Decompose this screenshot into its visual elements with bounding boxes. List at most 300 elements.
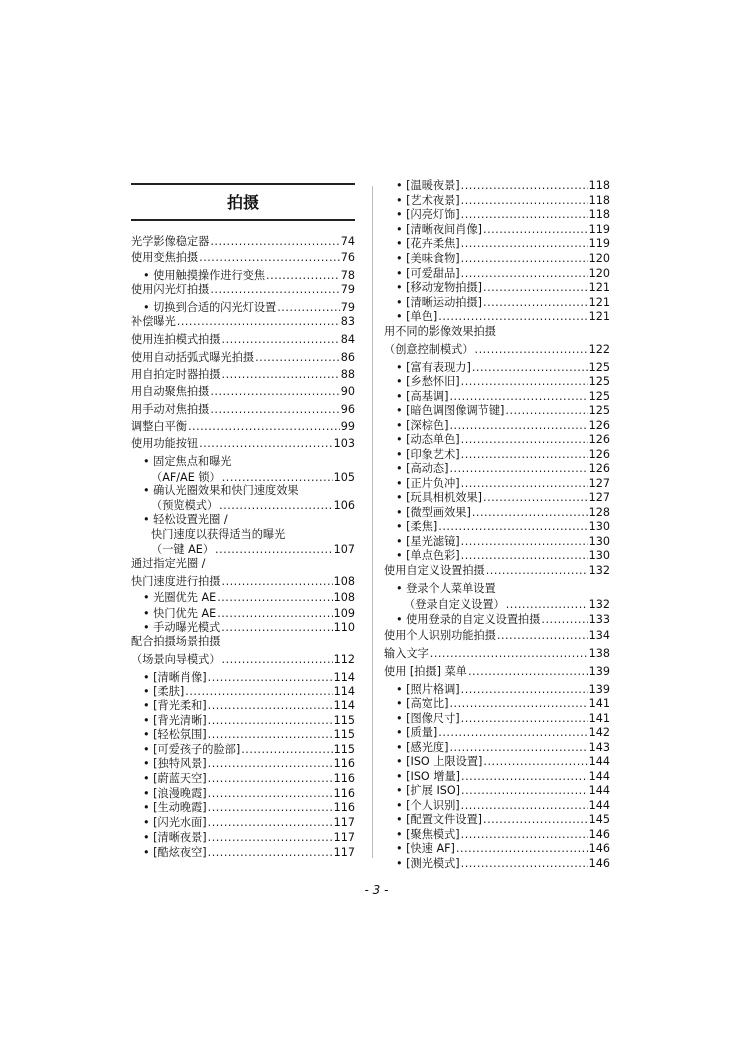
toc-entry-label: 快门速度进行拍摄 xyxy=(131,575,221,588)
toc-leader-dots xyxy=(210,402,339,417)
toc-leader-dots xyxy=(472,505,588,520)
toc-entry-page: 117 xyxy=(333,846,355,859)
toc-entry[interactable] xyxy=(151,542,355,557)
toc-entry-page: 108 xyxy=(333,591,355,604)
toc-entry-label: • [暗色调图像调节键] xyxy=(396,404,505,417)
toc-entry[interactable] xyxy=(396,612,610,627)
toc-entry-label: • [可爱甜品] xyxy=(396,267,460,280)
toc-entry[interactable] xyxy=(131,250,355,265)
header-rule-bottom xyxy=(131,219,355,221)
toc-entry-page: 118 xyxy=(588,194,610,207)
toc-entry-label: （登录自定义设置） xyxy=(404,598,505,611)
toc-entry-page: 103 xyxy=(333,437,355,450)
toc-entry[interactable] xyxy=(404,597,610,612)
toc-entry[interactable] xyxy=(396,783,610,798)
toc-entry[interactable] xyxy=(396,740,610,755)
toc-entry-label: 使用连拍模式拍摄 xyxy=(131,333,221,346)
toc-entry[interactable] xyxy=(384,563,610,578)
toc-entry-page: 121 xyxy=(588,310,610,323)
toc-heading-line: • 登录个人菜单设置 xyxy=(396,582,496,595)
toc-leader-dots xyxy=(210,384,339,399)
toc-entry-label: • 光圈优先 AE xyxy=(143,591,217,604)
toc-entry-label: • [动态单色] xyxy=(396,433,460,446)
toc-entry[interactable] xyxy=(143,815,355,830)
toc-entry[interactable] xyxy=(396,725,610,740)
toc-entry-page: 128 xyxy=(588,506,610,519)
toc-entry[interactable] xyxy=(396,519,610,534)
column-divider xyxy=(372,186,373,858)
toc-entry-page: 122 xyxy=(588,343,610,356)
toc-entry-label: 使用个人识别功能拍摄 xyxy=(384,629,496,642)
toc-leader-dots xyxy=(461,251,588,266)
toc-entry[interactable] xyxy=(384,342,610,357)
toc-entry-page: 76 xyxy=(340,251,355,264)
toc-entry-label: （AF/AE 锁） xyxy=(151,471,221,484)
toc-entry-label: • [可爱孩子的脸部] xyxy=(143,743,241,756)
toc-entry-page: 116 xyxy=(333,787,355,800)
toc-leader-dots xyxy=(461,374,588,389)
toc-leader-dots xyxy=(461,682,588,697)
toc-leader-dots xyxy=(222,652,333,667)
toc-entry-label: • [单色] xyxy=(396,310,438,323)
toc-entry-page: 125 xyxy=(588,404,610,417)
toc-leader-dots xyxy=(461,266,588,281)
toc-entry[interactable] xyxy=(143,713,355,728)
toc-entry-label: • [浪漫晚霞] xyxy=(143,787,207,800)
toc-entry-page: 114 xyxy=(333,685,355,698)
toc-entry-page: 86 xyxy=(340,351,355,364)
toc-leader-dots xyxy=(208,815,333,830)
toc-entry-page: 144 xyxy=(588,770,610,783)
toc-entry-label: • [清晰肖像] xyxy=(143,671,207,684)
toc-entry-label: • [高动态] xyxy=(396,462,449,475)
toc-leader-dots xyxy=(222,332,340,347)
toc-entry-page: 74 xyxy=(340,235,355,248)
toc-entry-label: • 切换到合适的闪光灯设置 xyxy=(143,301,277,314)
toc-entry[interactable] xyxy=(131,350,355,365)
toc-entry-label: 使用变焦拍摄 xyxy=(131,251,199,264)
toc-leader-dots xyxy=(461,769,588,784)
toc-leader-dots xyxy=(449,389,587,404)
toc-entry[interactable] xyxy=(143,800,355,815)
toc-leader-dots xyxy=(461,432,588,447)
toc-entry-page: 115 xyxy=(333,743,355,756)
toc-entry-label: • [质量] xyxy=(396,726,438,739)
toc-entry-page: 144 xyxy=(588,755,610,768)
toc-leader-dots xyxy=(266,268,340,283)
toc-entry[interactable] xyxy=(396,769,610,784)
section-title: 拍摄 xyxy=(226,193,259,212)
toc-entry-page: 118 xyxy=(588,208,610,221)
toc-leader-dots xyxy=(461,178,588,193)
toc-entry[interactable] xyxy=(396,266,610,281)
toc-leader-dots xyxy=(497,628,588,643)
toc-entry-label: • [高宽比] xyxy=(396,697,449,710)
toc-entry-label: • [背光清晰] xyxy=(143,714,207,727)
toc-entry[interactable] xyxy=(396,251,610,266)
toc-heading-line: • 确认光圈效果和快门速度效果 xyxy=(143,484,299,497)
toc-entry[interactable] xyxy=(143,684,355,699)
toc-leader-dots xyxy=(541,612,587,627)
toc-entry-label: 使用 [拍摄] 菜单 xyxy=(384,665,467,678)
toc-leader-dots xyxy=(208,800,333,815)
toc-entry-page: 114 xyxy=(333,671,355,684)
toc-leader-dots xyxy=(210,282,339,297)
toc-entry-page: 115 xyxy=(333,714,355,727)
toc-entry[interactable] xyxy=(131,574,355,589)
toc-entry[interactable] xyxy=(143,742,355,757)
toc-entry-label: • [美味食物] xyxy=(396,252,460,265)
toc-leader-dots xyxy=(221,620,332,635)
toc-leader-dots xyxy=(438,519,587,534)
toc-entry[interactable] xyxy=(396,841,610,856)
toc-entry[interactable] xyxy=(384,646,610,661)
toc-entry[interactable] xyxy=(396,682,610,697)
toc-entry-label: • [柔焦] xyxy=(396,520,438,533)
toc-entry-label: 调整白平衡 xyxy=(131,420,187,433)
toc-leader-dots xyxy=(461,827,588,842)
toc-leader-dots xyxy=(208,698,333,713)
toc-entry-label: • [乡愁怀旧] xyxy=(396,375,460,388)
toc-entry-page: 79 xyxy=(340,283,355,296)
toc-entry-page: 143 xyxy=(588,741,610,754)
toc-leader-dots xyxy=(461,207,588,222)
toc-entry-label: 用手动对焦拍摄 xyxy=(131,403,210,416)
toc-entry-label: • [快速 AF] xyxy=(396,842,455,855)
toc-leader-dots xyxy=(217,590,332,605)
toc-leader-dots xyxy=(177,314,340,329)
toc-entry-page: 108 xyxy=(333,575,355,588)
toc-leader-dots xyxy=(461,447,588,462)
toc-entry[interactable] xyxy=(396,178,610,193)
toc-entry[interactable] xyxy=(396,207,610,222)
toc-entry-page: 126 xyxy=(588,448,610,461)
toc-entry-label: • 手动曝光模式 xyxy=(143,621,221,634)
toc-entry-label: 补偿曝光 xyxy=(131,315,176,328)
toc-entry-label: • [图像尺寸] xyxy=(396,712,460,725)
toc-leader-dots xyxy=(208,756,333,771)
toc-entry-label: • [柔肤] xyxy=(143,685,185,698)
toc-entry[interactable] xyxy=(396,295,610,310)
toc-entry-label: • [单点色彩] xyxy=(396,549,460,562)
toc-leader-dots xyxy=(483,812,588,827)
toc-leader-dots xyxy=(486,563,588,578)
toc-entry-label: （预览模式） xyxy=(151,499,219,512)
toc-entry[interactable] xyxy=(396,418,610,433)
toc-entry[interactable] xyxy=(396,856,610,871)
toc-entry[interactable] xyxy=(396,548,610,563)
toc-entry-label: • [花卉柔焦] xyxy=(396,237,460,250)
toc-entry[interactable] xyxy=(131,332,355,347)
toc-leader-dots xyxy=(208,771,333,786)
toc-entry-page: 121 xyxy=(588,281,610,294)
toc-entry[interactable] xyxy=(396,711,610,726)
toc-entry[interactable] xyxy=(396,432,610,447)
toc-entry-label: • [生动晚霞] xyxy=(143,801,207,814)
toc-leader-dots xyxy=(461,856,588,871)
toc-leader-dots xyxy=(456,841,588,856)
toc-entry[interactable] xyxy=(396,754,610,769)
toc-entry-page: 126 xyxy=(588,462,610,475)
toc-entry[interactable] xyxy=(143,268,355,283)
toc-entry-page: 130 xyxy=(588,520,610,533)
toc-entry-label: • [个人识别] xyxy=(396,799,460,812)
toc-entry[interactable] xyxy=(131,384,355,399)
toc-entry-page: 146 xyxy=(588,842,610,855)
toc-entry-label: • [艺术夜景] xyxy=(396,194,460,207)
toc-entry-label: （场景向导模式） xyxy=(131,653,221,666)
toc-entry[interactable] xyxy=(143,300,355,315)
toc-entry-page: 120 xyxy=(588,267,610,280)
toc-entry[interactable] xyxy=(143,756,355,771)
toc-entry[interactable] xyxy=(151,498,355,513)
toc-entry[interactable] xyxy=(396,827,610,842)
toc-entry-label: • [富有表现力] xyxy=(396,361,471,374)
toc-entry-page: 127 xyxy=(588,491,610,504)
toc-leader-dots xyxy=(483,295,588,310)
toc-entry-page: 79 xyxy=(340,301,355,314)
toc-leader-dots xyxy=(217,606,332,621)
toc-entry-page: 117 xyxy=(333,831,355,844)
toc-entry-label: • [印象艺术] xyxy=(396,448,460,461)
toc-entry[interactable] xyxy=(396,374,610,389)
toc-entry[interactable] xyxy=(131,282,355,297)
toc-entry[interactable] xyxy=(384,628,610,643)
toc-entry-page: 115 xyxy=(333,728,355,741)
toc-entry-label: • [照片格调] xyxy=(396,683,460,696)
toc-entry-page: 125 xyxy=(588,361,610,374)
toc-entry-label: • [ISO 上限设置] xyxy=(396,755,483,768)
toc-entry[interactable] xyxy=(396,812,610,827)
toc-entry-label: • [背光柔和] xyxy=(143,699,207,712)
toc-entry[interactable] xyxy=(131,234,355,249)
toc-entry-page: 106 xyxy=(333,499,355,512)
toc-entry[interactable] xyxy=(131,367,355,382)
toc-entry-label: • [聚焦模式] xyxy=(396,828,460,841)
toc-entry[interactable] xyxy=(396,476,610,491)
toc-entry-label: • [清晰夜景] xyxy=(143,831,207,844)
toc-leader-dots xyxy=(222,367,340,382)
toc-entry-page: 126 xyxy=(588,433,610,446)
toc-leader-dots xyxy=(255,350,340,365)
toc-leader-dots xyxy=(219,498,333,513)
toc-heading-line: 配合拍摄场景拍摄 xyxy=(131,635,221,648)
toc-entry-page: 116 xyxy=(333,801,355,814)
toc-entry[interactable] xyxy=(143,698,355,713)
toc-entry-page: 139 xyxy=(588,665,610,678)
toc-entry-label: • [轻松氛围] xyxy=(143,728,207,741)
toc-entry[interactable] xyxy=(131,419,355,434)
toc-heading-line: 通过指定光圈 / xyxy=(131,557,206,570)
toc-leader-dots xyxy=(430,646,588,661)
toc-entry-page: 134 xyxy=(588,629,610,642)
toc-leader-dots xyxy=(483,280,588,295)
toc-entry[interactable] xyxy=(396,236,610,251)
toc-entry-label: 使用闪光灯拍摄 xyxy=(131,283,210,296)
toc-entry-label: 输入文字 xyxy=(384,647,429,660)
toc-entry[interactable] xyxy=(396,360,610,375)
toc-entry-page: 114 xyxy=(333,699,355,712)
toc-entry-page: 116 xyxy=(333,772,355,785)
toc-entry[interactable] xyxy=(396,403,610,418)
toc-entry-label: （创意控制模式） xyxy=(384,343,474,356)
toc-entry-label: • [星光滤镜] xyxy=(396,535,460,548)
toc-entry[interactable] xyxy=(396,389,610,404)
toc-leader-dots xyxy=(208,713,333,728)
header-rule-top xyxy=(131,183,355,185)
toc-leader-dots xyxy=(461,798,588,813)
toc-leader-dots xyxy=(461,236,588,251)
toc-entry-label: • 使用登录的自定义设置拍摄 xyxy=(396,613,541,626)
toc-entry-label: • [ISO 增量] xyxy=(396,770,461,783)
toc-leader-dots xyxy=(449,696,587,711)
toc-entry-page: 146 xyxy=(588,857,610,870)
toc-entry-label: • [高基调] xyxy=(396,390,449,403)
toc-leader-dots xyxy=(241,742,332,757)
toc-entry-page: 88 xyxy=(340,368,355,381)
toc-entry[interactable] xyxy=(396,447,610,462)
toc-entry[interactable] xyxy=(384,664,610,679)
toc-entry-label: 使用自定义设置拍摄 xyxy=(384,564,485,577)
toc-leader-dots xyxy=(438,309,587,324)
toc-leader-dots xyxy=(449,740,587,755)
toc-leader-dots xyxy=(438,725,587,740)
toc-entry-label: • [配置文件设置] xyxy=(396,813,483,826)
toc-entry[interactable] xyxy=(396,696,610,711)
toc-entry-label: 使用自动括弧式曝光拍摄 xyxy=(131,351,255,364)
toc-entry-page: 119 xyxy=(588,223,610,236)
toc-heading-line: 用不同的影像效果拍摄 xyxy=(384,325,496,338)
toc-leader-dots xyxy=(208,727,333,742)
toc-entry-label: • [感光度] xyxy=(396,741,449,754)
toc-entry-label: • [闪光水面] xyxy=(143,816,207,829)
toc-entry-label: • [闪亮灯饰] xyxy=(396,208,460,221)
toc-entry-page: 120 xyxy=(588,252,610,265)
toc-entry[interactable] xyxy=(143,786,355,801)
toc-entry[interactable] xyxy=(143,670,355,685)
toc-entry-label: • [清晰运动拍摄] xyxy=(396,296,483,309)
toc-leader-dots xyxy=(199,436,333,451)
toc-entry-label: • [测光模式] xyxy=(396,857,460,870)
toc-entry-label: • [温暖夜景] xyxy=(396,179,460,192)
toc-entry-page: 133 xyxy=(588,613,610,626)
toc-entry[interactable] xyxy=(143,845,355,860)
toc-leader-dots xyxy=(468,664,588,679)
toc-entry-label: • [酷炫夜空] xyxy=(143,846,207,859)
toc-entry-label: 使用功能按钮 xyxy=(131,437,199,450)
toc-entry-page: 144 xyxy=(588,784,610,797)
toc-entry-page: 130 xyxy=(588,535,610,548)
toc-entry-label: • [蔚蓝天空] xyxy=(143,772,207,785)
toc-entry[interactable] xyxy=(143,830,355,845)
toc-entry-page: 132 xyxy=(588,564,610,577)
toc-entry-label: • 使用触摸操作进行变焦 xyxy=(143,269,266,282)
toc-entry-page: 139 xyxy=(588,683,610,696)
toc-entry[interactable] xyxy=(131,402,355,417)
toc-leader-dots xyxy=(461,534,588,549)
toc-leader-dots xyxy=(449,418,587,433)
toc-heading-line: • 固定焦点和曝光 xyxy=(143,455,232,468)
toc-leader-dots xyxy=(505,403,587,418)
toc-entry-label: • [移动宠物拍摄] xyxy=(396,281,483,294)
toc-entry-page: 141 xyxy=(588,697,610,710)
toc-entry[interactable] xyxy=(396,505,610,520)
toc-entry-label: • [扩展 ISO] xyxy=(396,784,461,797)
toc-entry-page: 90 xyxy=(340,385,355,398)
toc-entry-label: • [深棕色] xyxy=(396,419,449,432)
toc-leader-dots xyxy=(483,754,587,769)
toc-entry-page: 99 xyxy=(340,420,355,433)
toc-entry-page: 117 xyxy=(333,816,355,829)
toc-leader-dots xyxy=(199,250,340,265)
toc-entry[interactable] xyxy=(131,436,355,451)
toc-leader-dots xyxy=(483,490,588,505)
toc-entry[interactable] xyxy=(396,798,610,813)
toc-entry-page: 118 xyxy=(588,179,610,192)
toc-leader-dots xyxy=(185,684,332,699)
toc-entry[interactable] xyxy=(396,193,610,208)
toc-entry[interactable] xyxy=(143,727,355,742)
toc-entry-page: 119 xyxy=(588,237,610,250)
toc-entry-page: 105 xyxy=(333,471,355,484)
toc-leader-dots xyxy=(461,711,588,726)
toc-entry[interactable] xyxy=(143,771,355,786)
toc-entry[interactable] xyxy=(396,534,610,549)
toc-entry-page: 144 xyxy=(588,799,610,812)
toc-entry-label: （一键 AE） xyxy=(151,543,215,556)
toc-entry[interactable] xyxy=(396,461,610,476)
toc-entry-page: 84 xyxy=(340,333,355,346)
toc-leader-dots xyxy=(475,342,588,357)
toc-entry[interactable] xyxy=(131,314,355,329)
toc-leader-dots xyxy=(208,670,333,685)
toc-entry[interactable] xyxy=(396,490,610,505)
toc-heading-line: 快门速度以获得适当的曝光 xyxy=(151,528,286,541)
toc-entry[interactable] xyxy=(396,309,610,324)
toc-leader-dots xyxy=(449,461,587,476)
toc-leader-dots xyxy=(208,845,333,860)
toc-entry-page: 121 xyxy=(588,296,610,309)
toc-entry[interactable] xyxy=(396,222,610,237)
toc-leader-dots xyxy=(210,234,339,249)
toc-entry-label: 用自拍定时器拍摄 xyxy=(131,368,221,381)
toc-entry-page: 145 xyxy=(588,813,610,826)
toc-entry-page: 116 xyxy=(333,757,355,770)
toc-entry[interactable] xyxy=(396,280,610,295)
toc-entry-label: 用自动聚焦拍摄 xyxy=(131,385,210,398)
toc-entry[interactable] xyxy=(143,620,355,635)
toc-entry[interactable] xyxy=(143,590,355,605)
toc-leader-dots xyxy=(277,300,340,315)
toc-entry[interactable] xyxy=(131,652,355,667)
toc-entry-label: • 快门优先 AE xyxy=(143,607,217,620)
toc-entry[interactable] xyxy=(143,606,355,621)
toc-leader-dots xyxy=(461,548,588,563)
toc-leader-dots xyxy=(472,360,588,375)
toc-leader-dots xyxy=(208,786,333,801)
toc-entry-label: 光学影像稳定器 xyxy=(131,235,210,248)
toc-entry-page: 141 xyxy=(588,712,610,725)
toc-entry-page: 125 xyxy=(588,390,610,403)
toc-leader-dots xyxy=(506,597,588,612)
toc-leader-dots xyxy=(461,476,588,491)
toc-entry-page: 78 xyxy=(340,269,355,282)
toc-entry-label: • [清晰夜间肖像] xyxy=(396,223,483,236)
toc-entry-page: 132 xyxy=(588,598,610,611)
toc-entry-page: 146 xyxy=(588,828,610,841)
toc-leader-dots xyxy=(188,419,340,434)
toc-entry-page: 109 xyxy=(333,607,355,620)
